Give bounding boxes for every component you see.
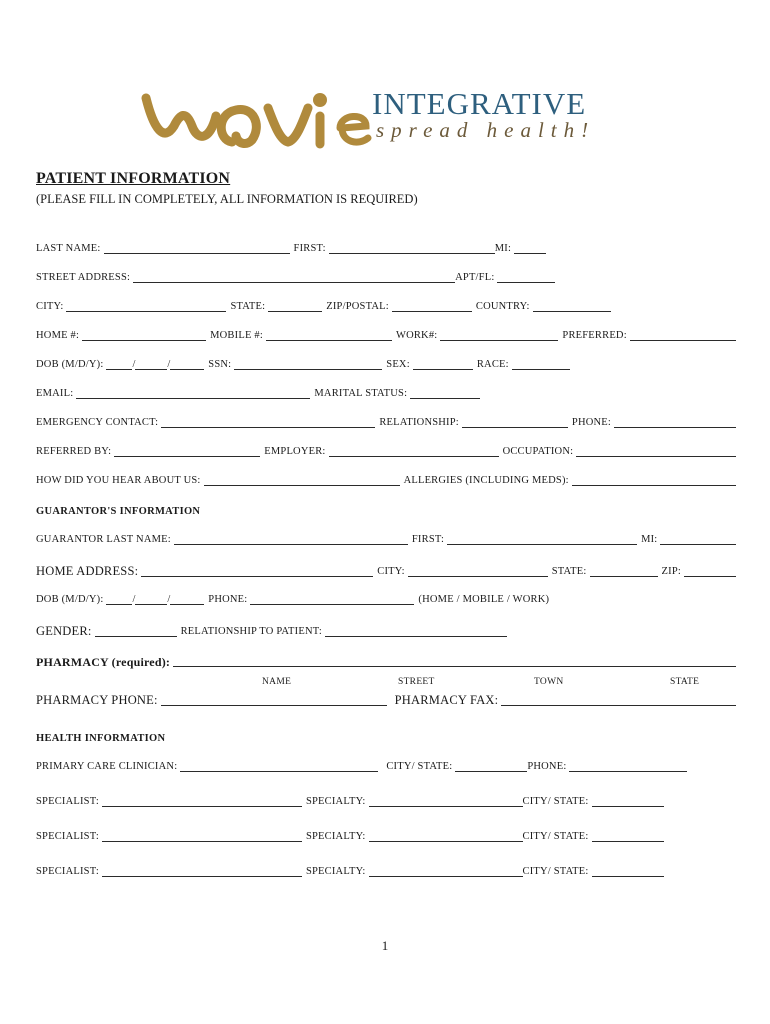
row-specialist-2	[36, 832, 736, 843]
specialist-label: SPECIALIST:	[36, 796, 99, 807]
marital-status-field[interactable]	[410, 398, 480, 399]
specialty-label: SPECIALTY:	[305, 796, 366, 807]
sex-label: SEX:	[386, 359, 410, 370]
referred-by-field[interactable]	[114, 456, 260, 457]
row-email	[36, 389, 736, 400]
pcp-city-state-label: CITY/ STATE:	[386, 761, 453, 772]
country-label: COUNTRY:	[475, 301, 530, 312]
pharmacy-name-caption: NAME	[262, 677, 292, 687]
dob-year-field[interactable]	[170, 369, 204, 370]
home-address-label: HOME ADDRESS:	[36, 564, 139, 578]
health-heading: HEALTH INFORMATION	[36, 733, 166, 744]
row-specialist-1	[36, 797, 736, 808]
wave-integrative-logo	[140, 86, 600, 152]
row-guarantor-gender	[36, 625, 736, 638]
email-field[interactable]	[76, 398, 310, 399]
street-address-label: STREET ADDRESS:	[36, 272, 131, 283]
mi-field[interactable]	[514, 253, 546, 254]
row-city	[36, 302, 736, 313]
pharmacy-field[interactable]	[173, 666, 736, 667]
guarantor-phone-field[interactable]	[250, 604, 414, 605]
brand-tagline: spread health!	[376, 118, 596, 142]
ssn-label: SSN:	[208, 359, 232, 370]
specialist-city-state-label: CITY/ STATE:	[522, 831, 589, 842]
work-phone-field[interactable]	[440, 340, 558, 341]
apt-label: APT/FL:	[455, 272, 495, 283]
page-subtitle: (PLEASE FILL IN COMPLETELY, ALL INFORMATION IS REQUIRED)	[36, 192, 418, 206]
dob-separator: /	[132, 359, 136, 370]
row-specialist-3	[36, 867, 736, 878]
specialty-label: SPECIALTY:	[305, 866, 366, 877]
zip-field[interactable]	[392, 311, 472, 312]
state-field[interactable]	[268, 311, 322, 312]
allergies-label: ALLERGIES (INCLUDING MEDS):	[403, 475, 569, 486]
wave-logo-icon	[140, 86, 375, 152]
last-name-field[interactable]	[104, 253, 290, 254]
row-dob	[36, 360, 736, 371]
first-name-field[interactable]	[329, 253, 495, 254]
sex-field[interactable]	[413, 369, 473, 370]
relationship-to-patient-label: RELATIONSHIP TO PATIENT:	[180, 626, 322, 637]
row-emergency	[36, 418, 736, 429]
guarantor-dob-month-field[interactable]	[106, 604, 132, 605]
race-label: RACE:	[476, 359, 509, 370]
mi-label: MI:	[494, 243, 512, 254]
emergency-phone-label: PHONE:	[571, 417, 612, 428]
dob-separator: /	[132, 594, 136, 605]
specialty-2-field[interactable]	[369, 841, 523, 842]
last-name-label: LAST NAME:	[36, 243, 101, 254]
dob-separator: /	[167, 594, 171, 605]
guarantor-city-label: CITY:	[377, 566, 405, 577]
pharmacy-street-caption: STREET	[398, 677, 435, 687]
guarantor-city-field[interactable]	[408, 576, 548, 577]
guarantor-mi-field[interactable]	[660, 544, 736, 545]
specialist-2-city-state-field[interactable]	[592, 841, 664, 842]
emergency-phone-field[interactable]	[614, 427, 736, 428]
mobile-phone-field[interactable]	[266, 340, 392, 341]
page-title: PATIENT INFORMATION	[36, 170, 231, 187]
row-street	[36, 273, 736, 284]
specialist-2-field[interactable]	[102, 841, 302, 842]
guarantor-first-field[interactable]	[447, 544, 637, 545]
relationship-field[interactable]	[462, 427, 568, 428]
specialist-3-field[interactable]	[102, 876, 302, 877]
occupation-field[interactable]	[576, 456, 736, 457]
row-referred	[36, 447, 736, 458]
apt-field[interactable]	[497, 282, 555, 283]
specialist-1-field[interactable]	[102, 806, 302, 807]
specialist-label: SPECIALIST:	[36, 831, 99, 842]
preferred-field[interactable]	[630, 340, 736, 341]
specialist-city-state-label: CITY/ STATE:	[522, 796, 589, 807]
pharmacy-state-caption: STATE	[670, 677, 700, 687]
guarantor-zip-field[interactable]	[684, 576, 736, 577]
specialty-1-field[interactable]	[369, 806, 523, 807]
dob-day-field[interactable]	[135, 369, 167, 370]
guarantor-phone-label: PHONE:	[208, 594, 248, 605]
dob-month-field[interactable]	[106, 369, 132, 370]
guarantor-mi-label: MI:	[641, 534, 658, 545]
gender-label: GENDER:	[36, 624, 92, 638]
specialist-3-city-state-field[interactable]	[592, 876, 664, 877]
dob-label: DOB (M/D/Y):	[36, 359, 104, 370]
mobile-phone-label: MOBILE #:	[210, 330, 263, 341]
specialist-city-state-label: CITY/ STATE:	[522, 866, 589, 877]
country-field[interactable]	[533, 311, 611, 312]
gender-field[interactable]	[95, 636, 177, 637]
work-phone-label: WORK#:	[395, 330, 438, 341]
home-address-field[interactable]	[141, 576, 373, 577]
guarantor-phone-note: (HOME / MOBILE / WORK)	[418, 594, 550, 605]
city-field[interactable]	[66, 311, 226, 312]
primary-care-label: PRIMARY CARE CLINICIAN:	[36, 761, 178, 772]
pharmacy-label: PHARMACY (required):	[36, 655, 171, 669]
hear-about-label: HOW DID YOU HEAR ABOUT US:	[36, 475, 201, 486]
row-phones	[36, 331, 736, 342]
guarantor-dob-year-field[interactable]	[170, 604, 204, 605]
guarantor-last-name-label: GUARANTOR LAST NAME:	[36, 534, 171, 545]
guarantor-state-label: STATE:	[551, 566, 587, 577]
home-phone-label: HOME #:	[36, 330, 80, 341]
first-name-label: FIRST:	[293, 243, 326, 254]
marital-status-label: MARITAL STATUS:	[314, 388, 408, 399]
dob-separator: /	[167, 359, 171, 370]
pharmacy-phone-field[interactable]	[161, 705, 387, 706]
pharmacy-town-caption: TOWN	[534, 677, 564, 687]
primary-care-field[interactable]	[180, 771, 378, 772]
pharmacy-fax-label: PHARMACY FAX:	[394, 693, 499, 707]
relationship-to-patient-field[interactable]	[325, 636, 507, 637]
pcp-city-state-field[interactable]	[455, 771, 527, 772]
pharmacy-fax-field[interactable]	[501, 705, 736, 706]
page-number: 1	[381, 938, 389, 953]
brand-name: INTEGRATIVE	[372, 86, 587, 121]
email-label: EMAIL:	[36, 388, 74, 399]
home-phone-field[interactable]	[82, 340, 206, 341]
pcp-phone-label: PHONE:	[527, 761, 567, 772]
row-pharmacy-contact	[36, 694, 736, 707]
row-guarantor-name	[36, 535, 736, 546]
emergency-contact-field[interactable]	[161, 427, 375, 428]
pcp-phone-field[interactable]	[569, 771, 687, 772]
pharmacy-phone-label: PHARMACY PHONE:	[36, 693, 158, 707]
state-label: STATE:	[230, 301, 266, 312]
row-guarantor-address	[36, 565, 736, 578]
hear-about-field[interactable]	[204, 485, 400, 486]
guarantor-first-label: FIRST:	[411, 534, 445, 545]
guarantor-zip-label: ZIP:	[661, 566, 681, 577]
zip-label: ZIP/POSTAL:	[326, 301, 389, 312]
race-field[interactable]	[512, 369, 570, 370]
preferred-label: PREFERRED:	[562, 330, 627, 341]
row-pharmacy	[36, 656, 736, 668]
street-address-field[interactable]	[133, 282, 455, 283]
employer-label: EMPLOYER:	[264, 446, 326, 457]
relationship-label: RELATIONSHIP:	[379, 417, 459, 428]
guarantor-last-name-field[interactable]	[174, 544, 408, 545]
row-name	[36, 244, 736, 255]
ssn-field[interactable]	[234, 369, 382, 370]
emergency-contact-label: EMERGENCY CONTACT:	[36, 417, 159, 428]
specialty-label: SPECIALTY:	[305, 831, 366, 842]
row-primary-care	[36, 762, 736, 773]
guarantor-state-field[interactable]	[590, 576, 658, 577]
specialty-3-field[interactable]	[369, 876, 523, 877]
specialist-1-city-state-field[interactable]	[592, 806, 664, 807]
guarantor-heading: GUARANTOR'S INFORMATION	[36, 506, 201, 517]
allergies-field[interactable]	[572, 485, 736, 486]
employer-field[interactable]	[329, 456, 499, 457]
guarantor-dob-label: DOB (M/D/Y):	[36, 594, 104, 605]
specialist-label: SPECIALIST:	[36, 866, 99, 877]
row-hear-about	[36, 476, 736, 487]
referred-by-label: REFERRED BY:	[36, 446, 112, 457]
guarantor-dob-day-field[interactable]	[135, 604, 167, 605]
row-guarantor-dob	[36, 595, 736, 606]
occupation-label: OCCUPATION:	[502, 446, 574, 457]
city-label: CITY:	[36, 301, 64, 312]
